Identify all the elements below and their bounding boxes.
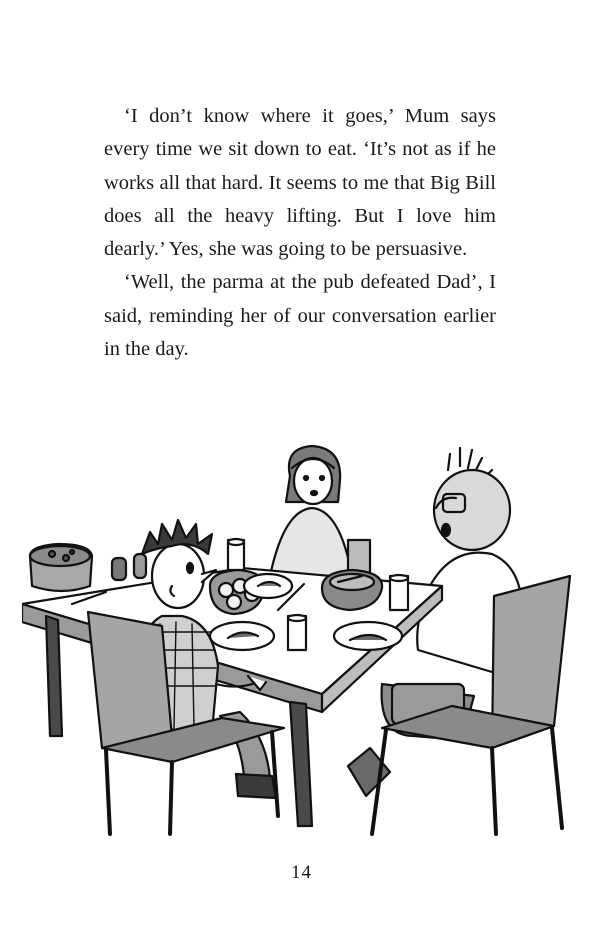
family-dinner-illustration bbox=[22, 436, 578, 840]
paragraph-1: ‘I don’t know where it goes,’ Mum says every time we sit down to eat. ‘It’s not as if he works all that hard. It seems to me that Big Bill does all the heavy lifting. But I love him dearly.’ Yes, she was going to be persuasive. bbox=[104, 105, 496, 261]
page-number: 14 bbox=[291, 862, 312, 883]
body-text bbox=[104, 100, 496, 366]
mum-figure bbox=[270, 446, 370, 590]
paragraph-2: ‘Well, the parma at the pub defeated Dad’, I said, reminding her of our conversation earlier in the day. bbox=[104, 271, 496, 361]
